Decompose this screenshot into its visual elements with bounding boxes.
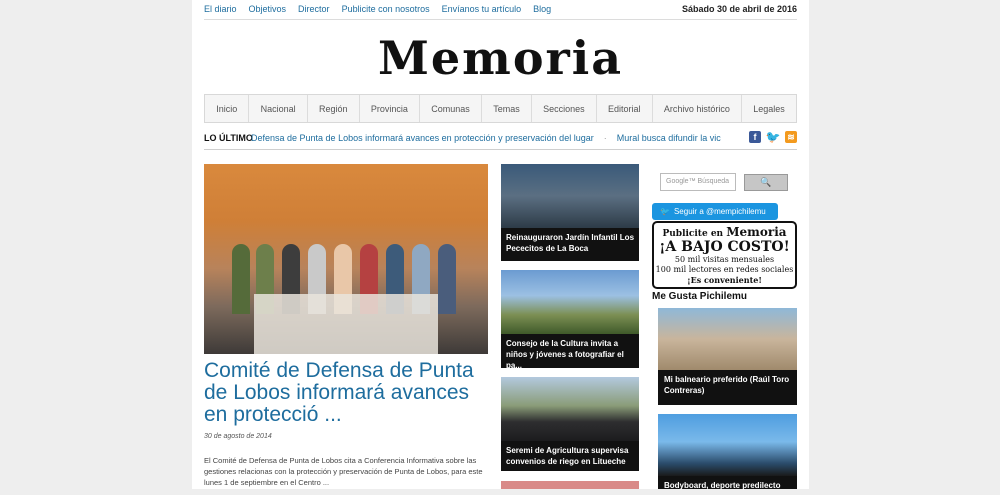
- news-card[interactable]: [501, 164, 639, 261]
- menu-region[interactable]: Región: [308, 95, 360, 122]
- news-card[interactable]: [501, 377, 639, 471]
- ad-visits: 50 mil visitas mensuales: [674, 255, 775, 264]
- menu-archivo[interactable]: Archivo histórico: [653, 95, 742, 122]
- main-menu: [204, 94, 797, 123]
- news-card-title[interactable]: Reinauguraron Jardín Infantil Los Pececitos de La Boca: [506, 233, 635, 253]
- main-story-image[interactable]: [204, 164, 488, 354]
- ad-cta: ¡Es conveniente!: [687, 275, 762, 285]
- news-card-image: [501, 270, 639, 334]
- ticker-label: LO ÚLTIMO: [204, 133, 253, 143]
- news-card[interactable]: [501, 270, 639, 368]
- news-card-image: [501, 164, 639, 228]
- ticker-item[interactable]: Mural busca difundir la vic: [616, 133, 721, 143]
- follow-label: Seguir a @mempichilemu: [673, 207, 766, 216]
- sidebar-card-image: [658, 414, 797, 476]
- ad-readers: 100 mil lectores en redes sociales: [655, 265, 794, 274]
- menu-comunas[interactable]: Comunas: [420, 95, 482, 122]
- news-card-title[interactable]: Seremi de Agricultura supervisa convenios de riego en Litueche: [506, 446, 629, 466]
- advertising-banner[interactable]: [652, 221, 797, 289]
- twitter-bird-icon: 🐦: [660, 207, 670, 216]
- topnav-objetivos[interactable]: Objetivos: [248, 4, 287, 14]
- menu-secciones[interactable]: Secciones: [532, 95, 597, 122]
- main-story-date: 30 de agosto de 2014: [204, 433, 272, 440]
- topnav-blog[interactable]: Blog: [533, 4, 552, 14]
- search-input[interactable]: Google™ Búsqueda: [660, 173, 736, 191]
- top-nav: [204, 4, 551, 14]
- rss-icon[interactable]: ≋: [785, 131, 797, 143]
- topnav-el-diario[interactable]: El diario: [204, 4, 237, 14]
- topnav-publicite[interactable]: Publicite con nosotros: [341, 4, 430, 14]
- topnav-director[interactable]: Director: [298, 4, 330, 14]
- social-links: [749, 131, 797, 143]
- sidebar-card-image: [658, 308, 797, 370]
- menu-editorial[interactable]: Editorial: [597, 95, 653, 122]
- page: [192, 0, 809, 489]
- sidebar-card-title[interactable]: Bodyboard, deporte predilecto: [664, 481, 781, 490]
- site-logo[interactable]: Memoria: [377, 31, 624, 85]
- menu-temas[interactable]: Temas: [482, 95, 532, 122]
- ticker-items: [251, 133, 721, 143]
- ad-brand: Memoria: [726, 225, 787, 239]
- menu-legales[interactable]: Legales: [753, 103, 785, 114]
- news-card-image: [501, 377, 639, 441]
- twitter-follow-button[interactable]: [652, 203, 778, 220]
- sidebar-heading: Me Gusta Pichilemu: [652, 291, 748, 302]
- topnav-envianos[interactable]: Envíanos tu artículo: [441, 4, 522, 14]
- sidebar-card-title[interactable]: Mi balneario preferido (Raúl Toro Contreras): [664, 375, 790, 395]
- search-button[interactable]: 🔍: [744, 174, 788, 191]
- menu-provincia[interactable]: Provincia: [360, 95, 420, 122]
- news-card-title[interactable]: Consejo de la Cultura invita a niños y jóvenes a fotografiar el pa...: [506, 339, 624, 370]
- ticker-separator: ·: [603, 133, 607, 143]
- sidebar-card[interactable]: [658, 414, 797, 489]
- menu-inicio[interactable]: Inicio: [205, 95, 249, 122]
- sidebar-card[interactable]: [658, 308, 797, 405]
- news-ticker: [204, 128, 797, 150]
- ticker-item[interactable]: Defensa de Punta de Lobos informará avances en protección y preservación del lugar: [251, 133, 594, 143]
- main-story-excerpt: El Comité de Defensa de Punta de Lobos cita a Conferencia Informativa sobre las gestiones relacionas con la protección y preservación de Punta de Lobos, para este lunes 1 de septiembre en el Centro ...: [204, 456, 483, 487]
- current-date: Sábado 30 de abril de 2016: [681, 4, 797, 14]
- main-story-title[interactable]: Comité de Defensa de Punta de Lobos informará avances en protecció ...: [204, 359, 474, 426]
- menu-nacional[interactable]: Nacional: [249, 95, 307, 122]
- ad-headline: ¡A BAJO COSTO!: [659, 239, 790, 255]
- news-card[interactable]: [501, 481, 639, 489]
- facebook-icon[interactable]: f: [749, 131, 761, 143]
- ad-line1: Publicite en Memoria: [662, 225, 787, 239]
- twitter-icon[interactable]: 🐦: [765, 130, 781, 144]
- top-bar: [204, 0, 797, 20]
